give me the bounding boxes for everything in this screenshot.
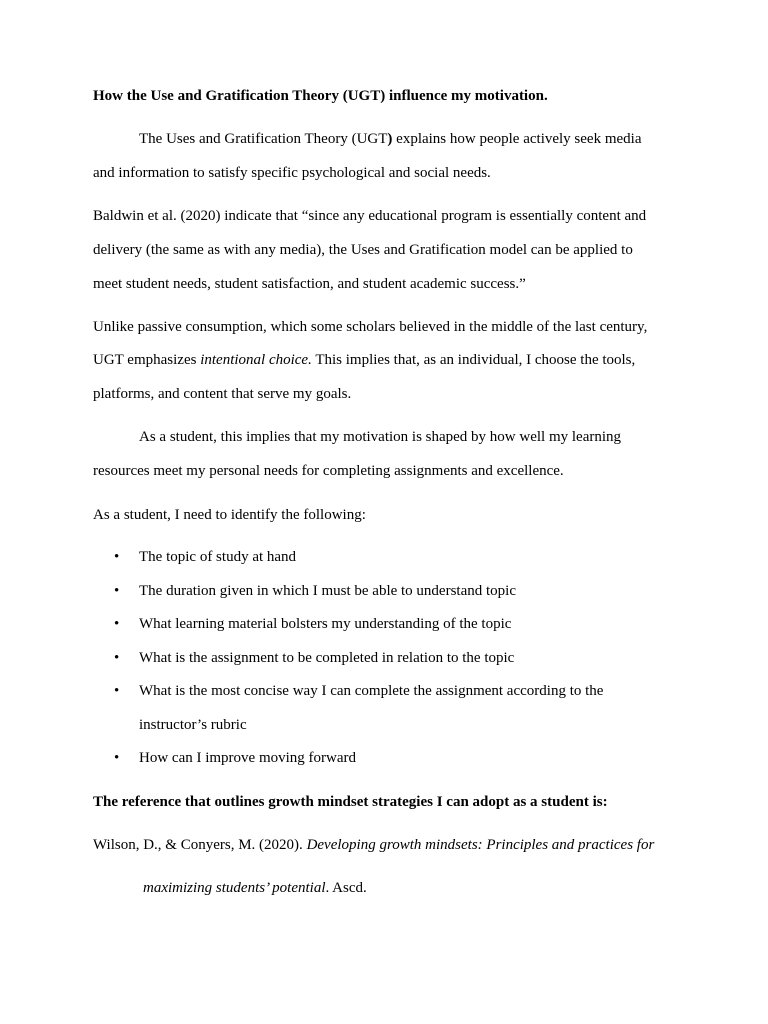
list-item: How can I improve moving forward bbox=[139, 750, 357, 766]
reference-line-1 bbox=[93, 836, 654, 854]
bullet-marker: • bbox=[114, 616, 120, 632]
para3-italic-phrase: intentional choice. bbox=[200, 352, 312, 368]
list-item: What learning material bolsters my understanding of the topic bbox=[139, 616, 512, 632]
document-title: How the Use and Gratification Theory (UGT) influence my motivation. bbox=[93, 88, 548, 104]
paragraph-1-line-1 bbox=[139, 130, 642, 148]
reference-authors: Wilson, D., & Conyers, M. (2020). bbox=[93, 837, 307, 853]
bullet-marker: • bbox=[114, 683, 120, 699]
list-item: The duration given in which I must be able to understand topic bbox=[139, 583, 516, 599]
paragraph-4-line-1: As a student, this implies that my motivation is shaped by how well my learning bbox=[139, 429, 622, 445]
reference-line-2 bbox=[143, 879, 367, 897]
list-item: The topic of study at hand bbox=[139, 549, 297, 565]
paragraph-1-line-2: and information to satisfy specific psychological and social needs. bbox=[93, 165, 491, 181]
list-item-continuation: instructor’s rubric bbox=[139, 717, 247, 733]
bullet-marker: • bbox=[114, 549, 120, 565]
bullet-marker: • bbox=[114, 583, 120, 599]
paragraph-4-line-2: resources meet my personal needs for completing assignments and excellence. bbox=[93, 463, 564, 479]
paragraph-3-line-2 bbox=[93, 351, 635, 369]
para3-text-a: UGT emphasizes bbox=[93, 352, 201, 368]
para3-text-b: This implies that, as an individual, I choose the tools, bbox=[311, 352, 636, 368]
reference-title-part-1: Developing growth mindsets: Principles and practices for bbox=[306, 837, 655, 853]
reference-title-part-2: maximizing students’ potential bbox=[143, 880, 326, 896]
list-item: What is the most concise way I can complete the assignment according to the bbox=[139, 683, 604, 699]
reference-heading: The reference that outlines growth mindset strategies I can adopt as a student is: bbox=[93, 794, 608, 810]
para1-text-a: The Uses and Gratification Theory (UGT bbox=[139, 131, 388, 147]
list-item: What is the assignment to be completed in relation to the topic bbox=[139, 650, 515, 666]
paragraph-3-line-3: platforms, and content that serve my goals. bbox=[93, 386, 352, 402]
reference-publisher: . Ascd. bbox=[325, 880, 367, 896]
bullet-marker: • bbox=[114, 650, 120, 666]
list-intro: As a student, I need to identify the following: bbox=[93, 507, 366, 523]
paragraph-2-line-2: delivery (the same as with any media), the Uses and Gratification model can be applied to bbox=[93, 242, 633, 258]
para1-text-b: explains how people actively seek media bbox=[392, 131, 642, 147]
para1-bold-paren: ) bbox=[387, 131, 393, 147]
paragraph-2-line-1: Baldwin et al. (2020) indicate that “since any educational program is essentially content and bbox=[93, 208, 647, 224]
bullet-marker: • bbox=[114, 750, 120, 766]
paragraph-3-line-1: Unlike passive consumption, which some scholars believed in the middle of the last century, bbox=[93, 319, 648, 335]
paragraph-2-line-3: meet student needs, student satisfaction, and student academic success.” bbox=[93, 276, 526, 292]
